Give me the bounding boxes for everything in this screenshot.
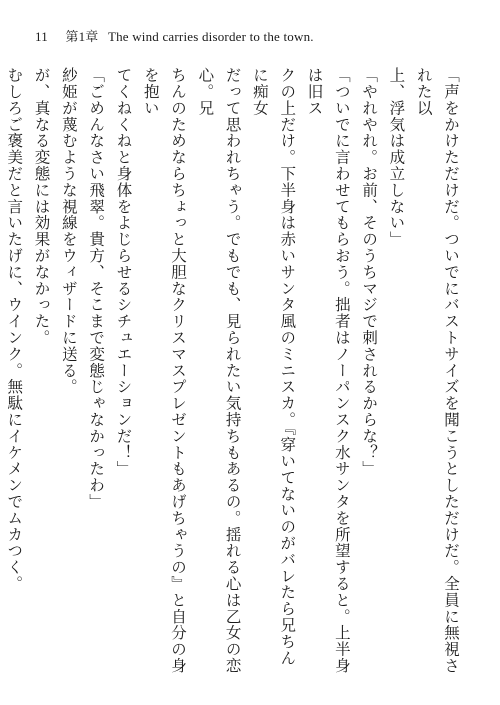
- text-line-11: が、真なる変態には効果がなかった。: [32, 67, 51, 346]
- text-line-6: だって思われちゃう。でもでも、見られたい気持ちもあるの。揺れる心は乙女の恋心。兄: [196, 67, 242, 674]
- chapter-label: 第1章: [65, 29, 99, 44]
- text-line-12: むしろご褒美だと言いたげに、ウインク。無駄にイケメンでムカつく。: [5, 67, 24, 592]
- text-line-9: 「ごめんなさい飛翠。貴方、そこまで変態じゃなかったわ」: [87, 67, 106, 510]
- text-line-5: クの上だけ。下半身は赤いサンタ風のミニスカ。『穿いてないのがバレたら兄ちんに痴女: [250, 67, 297, 667]
- text-line-1: 「声をかけただけだ。ついでにバストサイズを聞こうとしただけだ。全員に無視された以: [414, 67, 460, 674]
- text-line-10: 紗姫が蔑むような視線をウィザードに送る。: [59, 67, 78, 395]
- running-header: [35, 26, 314, 45]
- page-number: 11: [35, 29, 48, 44]
- text-line-3: 「やれやれ。お前、そのうちマジで刺されるからな？」: [360, 67, 379, 477]
- text-line-7: ちんのためならちょっと大胆なクリスマスプレゼントもあげちゃうの』と自分の身を抱い: [141, 67, 188, 674]
- vertical-body-text: [5, 67, 464, 677]
- text-line-8: てくねくねと身体をよじらせるシチュエーションだ！」: [114, 67, 133, 477]
- chapter-title: The wind carries disorder to the town.: [107, 29, 314, 44]
- text-line-2: 上、浮気は成立しない」: [387, 67, 406, 248]
- text-line-4: 「ついでに言わせてもらおう。拙者はノーパンスク水サンタを所望すると。上半身は旧ス: [305, 67, 351, 674]
